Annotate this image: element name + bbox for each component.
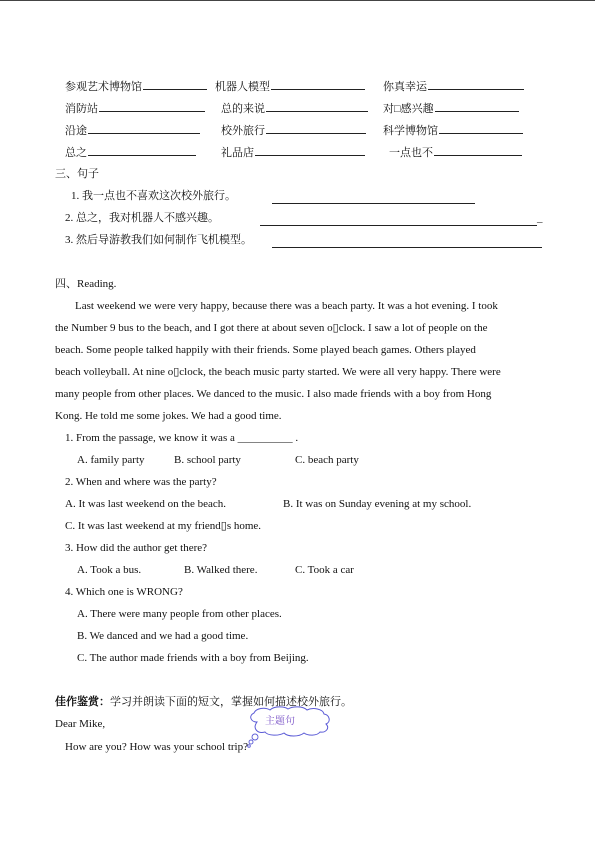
passage-line: beach volleyball. At nine o▯clock, the beach music party started. We were all very happy. There were [55,366,501,378]
passage-line: the Number 9 bus to the beach, and I got there at about seven o▯clock. I saw a lot of people on the [55,322,488,334]
question-stem: 3. How did the author get there? [65,542,208,554]
vocab-item: 科学博物馆 [383,123,523,138]
topic-sentence-callout [243,706,335,748]
answer-option[interactable]: C. It was last weekend at my friend▯s home. [65,520,262,532]
answer-line[interactable] [272,233,542,248]
section3-heading: 三、句子 [55,168,99,180]
sentence-item: 2. 总之，我对机器人不感兴趣。 [65,212,219,224]
answer-option[interactable]: A. It was last weekend on the beach. [65,498,226,510]
vocab-item: 总之 [65,145,196,160]
callout-label: 主题句 [265,716,295,727]
answer-option[interactable]: C. The author made friends with a boy from Beijing. [77,652,309,664]
vocab-item: 礼品店 [221,145,365,160]
vocab-item: 一点也不 [389,145,522,160]
letter-first-line: How are you? How was your school trip? [65,741,248,753]
reading-passage [55,295,542,427]
answer-option[interactable]: B. Walked there. [184,564,258,576]
appreciation-label: 佳作鉴赏： [55,696,110,708]
passage-line: beach. Some people talked happily with their friends. Some played beach games. Others played [55,344,476,356]
answer-option[interactable]: A. Took a bus. [77,564,142,576]
top-border-line [0,0,595,1]
vocab-item: 总的来说 [221,101,368,116]
section4-heading: 四、Reading. [55,278,117,290]
question-stem: 1. From the passage, we know it was a __________ . [65,432,299,444]
answer-option[interactable]: B. It was on Sunday evening at my school. [283,498,472,510]
vocab-item: 消防站 [65,101,205,116]
vocab-item: 校外旅行 [221,123,366,138]
answer-option[interactable]: C. Took a car [295,564,354,576]
vocab-item: 你真幸运 [383,79,524,94]
answer-option[interactable]: B. school party [174,454,241,466]
vocab-item: 对□感兴趣 [383,101,519,116]
answer-line[interactable] [260,211,537,226]
sentence-item: 3. 然后导游教我们如何制作飞机模型。 [65,234,252,246]
answer-option[interactable]: A. family party [77,454,145,466]
question-stem: 2. When and where was the party? [65,476,217,488]
question-stem: 4. Which one is WRONG? [65,586,183,598]
passage-line: Kong. He told me some jokes. We had a good time. [55,410,282,422]
answer-option[interactable]: A. There were many people from other places. [77,608,282,620]
answer-line[interactable] [272,189,475,204]
vocab-item: 参观艺术博物馆 [65,79,207,94]
answer-option[interactable]: B. We danced and we had a good time. [77,630,249,642]
vocab-item: 沿途 [65,123,200,138]
sentence-item: 1. 我一点也不喜欢这次校外旅行。 [71,190,236,202]
appreciation-instruction: 学习并朗读下面的短文，掌握如何描述校外旅行。 [110,696,352,708]
answer-line-tail: _ [537,212,543,224]
passage-line: Last weekend we were very happy, because there was a beach party. It was a hot evening. I took [75,300,498,312]
letter-salutation: Dear Mike, [55,718,106,730]
passage-line: many people from other places. We danced to the music. I also made friends with a boy from Hong [55,388,492,400]
answer-option[interactable]: C. beach party [295,454,359,466]
vocab-item: 机器人模型 [215,79,365,94]
